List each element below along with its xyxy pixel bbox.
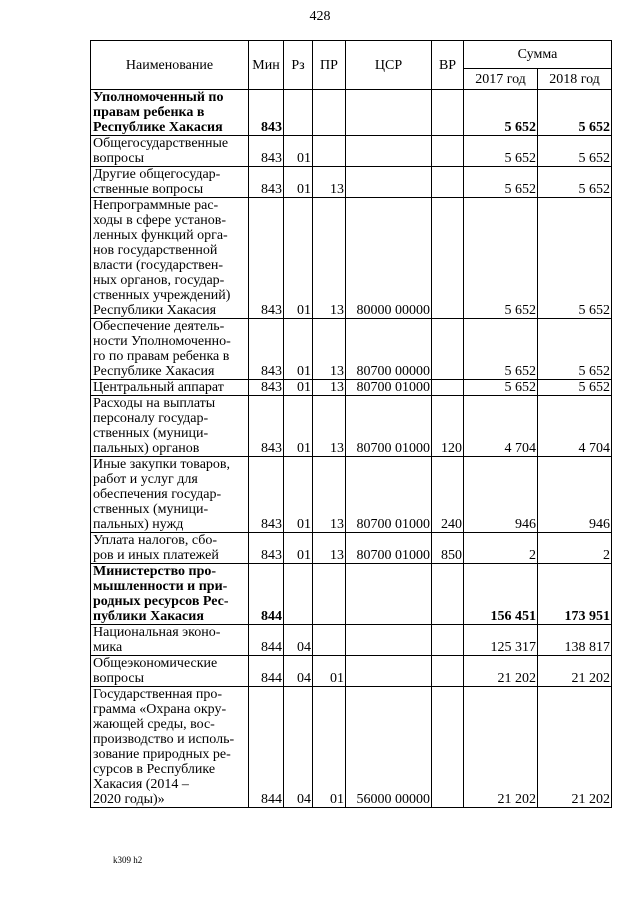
table-cell-min: 843 [249,380,284,396]
table-cell-pr: 13 [313,167,346,198]
table-cell-vr [432,136,464,167]
table-cell-csr: 80700 01000 [346,380,432,396]
table-cell-rz: 04 [284,656,313,687]
table-row [91,656,612,687]
header-pr: ПР [313,41,346,90]
table-cell-2018: 5 652 [538,167,612,198]
table-cell-vr [432,319,464,380]
table-cell-2017: 5 652 [464,136,538,167]
table-cell-name: Непрограммные рас- ходы в сфере установ- ленных функций орга- нов государственной власти (государствен- ных органов, государ- ственных учреждений) Республики Хакасия [91,198,249,319]
table-cell-min: 843 [249,136,284,167]
table-cell-rz: 01 [284,533,313,564]
table-cell-name: Иные закупки товаров, работ и услуг для обеспечения государ- ственных (муници- пальных) нужд [91,457,249,533]
table-cell-name: Министерство про- мышленности и при- родных ресурсов Рес- публики Хакасия [91,564,249,625]
table-cell-2018: 5 652 [538,319,612,380]
table-cell-rz: 01 [284,380,313,396]
table-header [91,41,612,90]
table-cell-2018: 173 951 [538,564,612,625]
table-cell-csr: 80700 01000 [346,533,432,564]
table-cell-2017: 2 [464,533,538,564]
table-row [91,136,612,167]
table-cell-pr: 01 [313,656,346,687]
table-cell-pr: 13 [313,533,346,564]
table-cell-pr: 13 [313,319,346,380]
table-cell-vr [432,625,464,656]
table-cell-pr: 13 [313,198,346,319]
table-cell-rz: 01 [284,136,313,167]
table-cell-pr [313,136,346,167]
table-cell-pr: 13 [313,380,346,396]
table-cell-csr [346,625,432,656]
table-row [91,625,612,656]
table-cell-2017: 21 202 [464,687,538,808]
table-cell-name: Национальная эконо- мика [91,625,249,656]
table-cell-csr: 80000 00000 [346,198,432,319]
table-cell-csr [346,167,432,198]
table-cell-rz: 01 [284,457,313,533]
table-cell-min: 843 [249,198,284,319]
table-cell-name: Обеспечение деятель- ности Уполномоченно- го по правам ребенка в Республике Хакасия [91,319,249,380]
table-cell-2018: 5 652 [538,198,612,319]
header-year-2017: 2017 год [464,69,538,90]
table-cell-vr [432,198,464,319]
table-row [91,533,612,564]
table-cell-csr: 80700 01000 [346,396,432,457]
header-vr: ВР [432,41,464,90]
table-cell-rz: 01 [284,396,313,457]
table-cell-pr: 13 [313,457,346,533]
table-cell-rz: 04 [284,687,313,808]
table-cell-min: 843 [249,167,284,198]
table-cell-2018: 4 704 [538,396,612,457]
table-cell-csr [346,564,432,625]
table-cell-2018: 5 652 [538,136,612,167]
table-row [91,380,612,396]
table-cell-name: Центральный аппарат [91,380,249,396]
table-cell-rz: 01 [284,167,313,198]
table-cell-2018: 946 [538,457,612,533]
table-cell-min: 844 [249,656,284,687]
page-number: 428 [309,9,331,24]
table-cell-pr [313,625,346,656]
table-cell-2017: 125 317 [464,625,538,656]
table-cell-rz: 04 [284,625,313,656]
table-row [91,687,612,808]
table-cell-pr: 01 [313,687,346,808]
table-cell-vr: 850 [432,533,464,564]
table-row [91,396,612,457]
header-csr: ЦСР [346,41,432,90]
table-cell-2017: 5 652 [464,167,538,198]
table-cell-name: Государственная про- грамма «Охрана окру- жающей среды, вос- производство и исполь- зование природных ре- сурсов в Республике Хакасия (2014 – 2020 годы)» [91,687,249,808]
table-cell-2018: 21 202 [538,656,612,687]
table-cell-2018: 138 817 [538,625,612,656]
table-cell-min: 843 [249,396,284,457]
table-cell-pr [313,564,346,625]
table-row [91,564,612,625]
table-cell-csr [346,136,432,167]
table-cell-vr [432,564,464,625]
table-cell-name: Уполномоченный по правам ребенка в Республике Хакасия [91,90,249,136]
table-cell-vr [432,687,464,808]
footer-code: k309 h2 [113,855,143,865]
table-cell-pr [313,90,346,136]
table-cell-2017: 5 652 [464,319,538,380]
table-row [91,198,612,319]
header-rz: Рз [284,41,313,90]
table-cell-2017: 156 451 [464,564,538,625]
table-cell-csr: 80700 01000 [346,457,432,533]
table-cell-csr: 56000 00000 [346,687,432,808]
table-cell-csr [346,90,432,136]
header-sum: Сумма [464,41,612,69]
table-cell-vr [432,90,464,136]
table-cell-min: 844 [249,687,284,808]
table-cell-min: 843 [249,319,284,380]
table-cell-2018: 5 652 [538,90,612,136]
table-cell-rz: 01 [284,319,313,380]
header-name: Наименование [91,41,249,90]
table-cell-vr [432,380,464,396]
table-cell-name: Уплата налогов, сбо- ров и иных платежей [91,533,249,564]
table-cell-min: 843 [249,90,284,136]
table-cell-csr: 80700 00000 [346,319,432,380]
table-cell-vr [432,167,464,198]
table-cell-name: Расходы на выплаты персоналу государ- ственных (муници- пальных) органов [91,396,249,457]
table-cell-pr: 13 [313,396,346,457]
table-cell-2018: 5 652 [538,380,612,396]
table-cell-2018: 2 [538,533,612,564]
table-cell-vr: 120 [432,396,464,457]
table-cell-name: Общеэкономические вопросы [91,656,249,687]
table-cell-rz [284,564,313,625]
table-cell-2017: 21 202 [464,656,538,687]
table-cell-min: 844 [249,564,284,625]
table-cell-csr [346,656,432,687]
table-cell-2017: 4 704 [464,396,538,457]
table-cell-2017: 5 652 [464,90,538,136]
table-cell-name: Другие общегосудар- ственные вопросы [91,167,249,198]
budget-table [90,40,612,808]
table-cell-name: Общегосударственные вопросы [91,136,249,167]
table-row [91,167,612,198]
table-row [91,90,612,136]
table-cell-2018: 21 202 [538,687,612,808]
header-year-2018: 2018 год [538,69,612,90]
table-row [91,457,612,533]
table-cell-vr [432,656,464,687]
table-cell-2017: 5 652 [464,380,538,396]
table-cell-min: 843 [249,457,284,533]
table-cell-rz [284,90,313,136]
table-cell-min: 844 [249,625,284,656]
table-row [91,319,612,380]
table-cell-rz: 01 [284,198,313,319]
table-cell-2017: 946 [464,457,538,533]
table-body [91,90,612,808]
table-cell-vr: 240 [432,457,464,533]
table-cell-2017: 5 652 [464,198,538,319]
table-cell-min: 843 [249,533,284,564]
header-min: Мин [249,41,284,90]
